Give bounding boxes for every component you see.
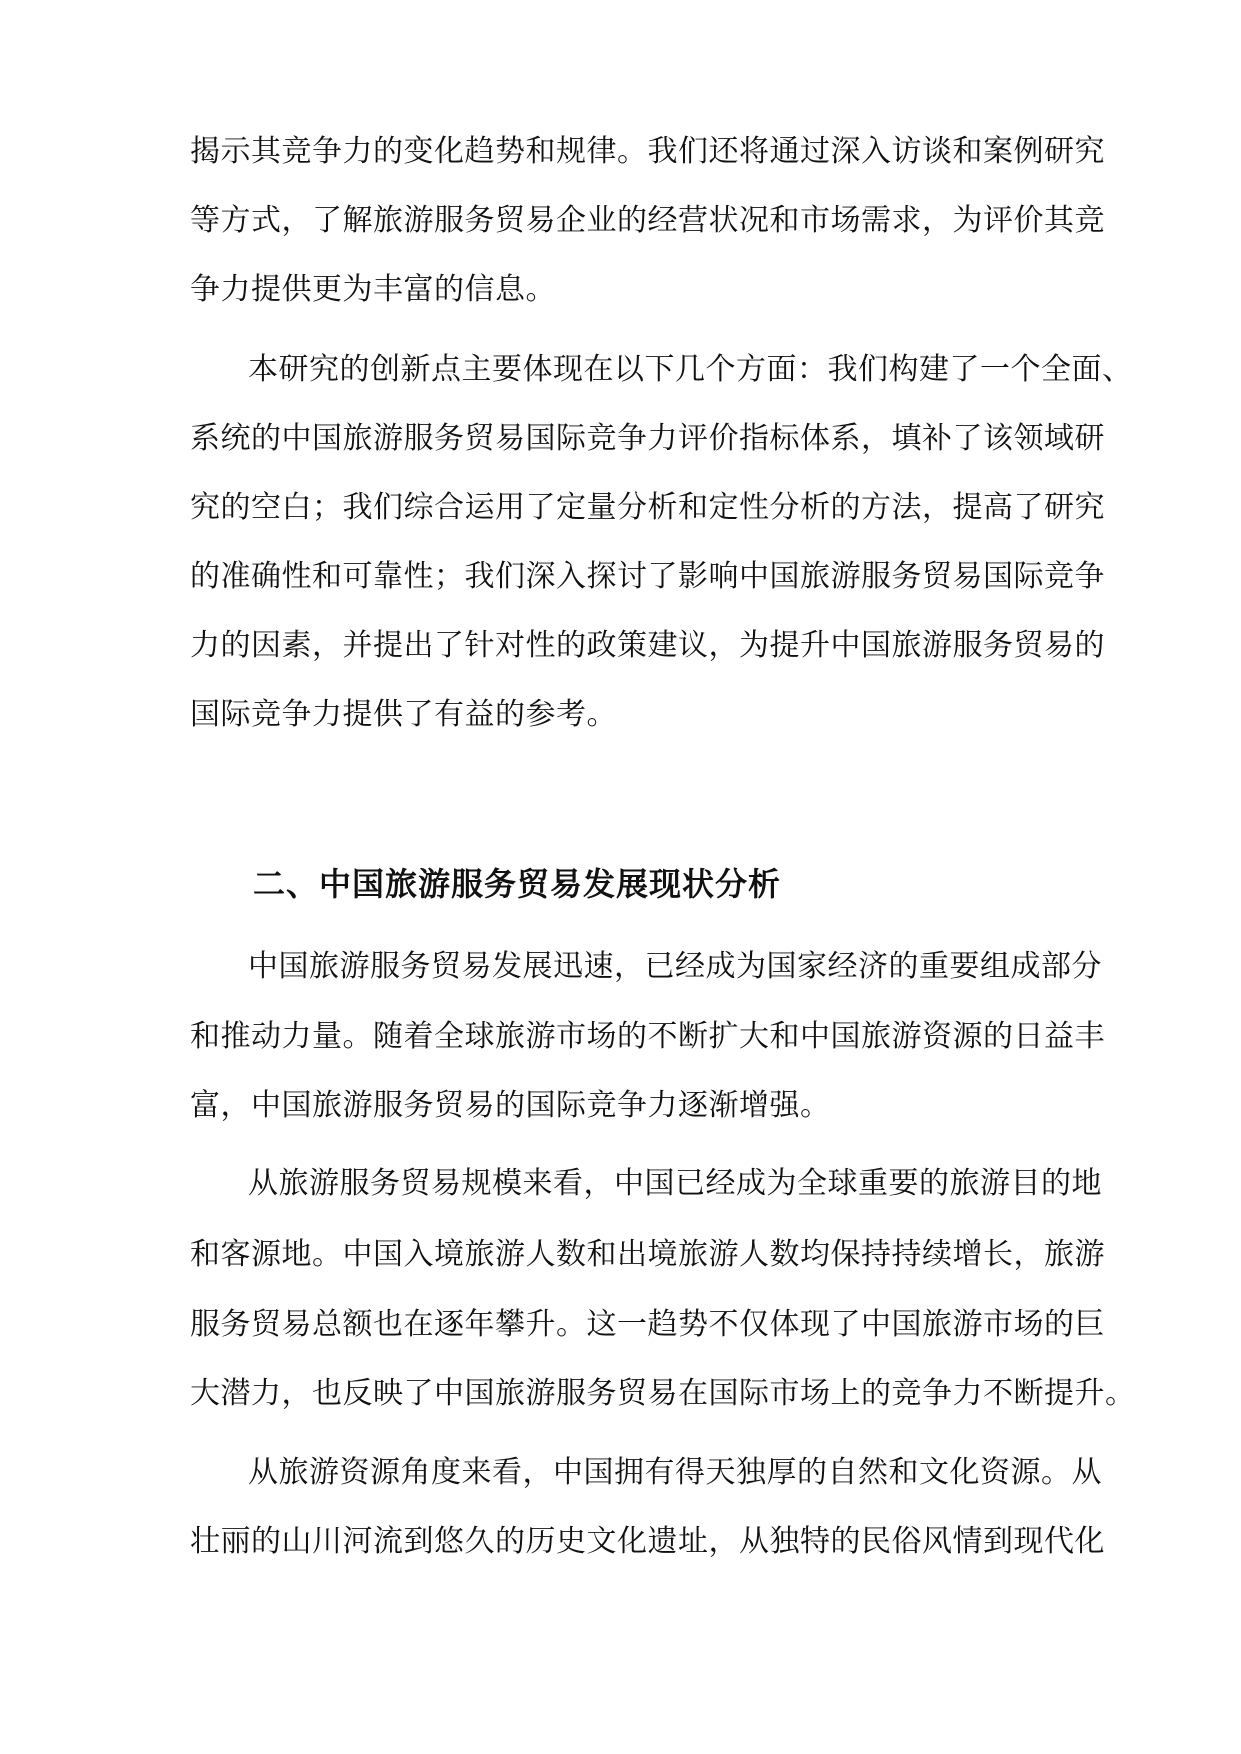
paragraph-line: 中国旅游服务贸易发展迅速，已经成为国家经济的重要组成部分 [248, 949, 1102, 984]
paragraph-line: 本研究的创新点主要体现在以下几个方面：我们构建了一个全面、 [248, 352, 1133, 387]
paragraph-line: 究的空白；我们综合运用了定量分析和定性分析的方法，提高了研究 [190, 490, 1105, 525]
paragraph-line: 和客源地。中国入境旅游人数和出境旅游人数均保持持续增长，旅游 [190, 1237, 1105, 1272]
paragraph-line: 争力提供更为丰富的信息。 [190, 272, 556, 307]
paragraph-line: 壮丽的山川河流到悠久的历史文化遗址，从独特的民俗风情到现代化 [190, 1524, 1105, 1559]
paragraph-line: 从旅游资源角度来看，中国拥有得天独厚的自然和文化资源。从 [248, 1455, 1102, 1490]
paragraph-line: 力的因素，并提出了针对性的政策建议，为提升中国旅游服务贸易的 [190, 628, 1105, 663]
section-heading: 二、中国旅游服务贸易发展现状分析 [253, 865, 782, 903]
paragraph-line: 和推动力量。随着全球旅游市场的不断扩大和中国旅游资源的日益丰 [190, 1019, 1105, 1054]
paragraph-line: 服务贸易总额也在逐年攀升。这一趋势不仅体现了中国旅游市场的巨 [190, 1307, 1105, 1342]
paragraph-line: 从旅游服务贸易规模来看，中国已经成为全球重要的旅游目的地 [248, 1166, 1102, 1201]
paragraph-line: 富，中国旅游服务贸易的国际竞争力逐渐增强。 [190, 1088, 831, 1123]
paragraph-line: 大潜力，也反映了中国旅游服务贸易在国际市场上的竞争力不断提升。 [190, 1376, 1136, 1411]
paragraph-line: 系统的中国旅游服务贸易国际竞争力评价指标体系，填补了该领域研 [190, 421, 1105, 456]
paragraph-line: 揭示其竞争力的变化趋势和规律。我们还将通过深入访谈和案例研究 [190, 134, 1105, 169]
paragraph-line: 的准确性和可靠性；我们深入探讨了影响中国旅游服务贸易国际竞争 [190, 559, 1105, 594]
paragraph-line: 等方式，了解旅游服务贸易企业的经营状况和市场需求，为评价其竞 [190, 203, 1105, 238]
paragraph-line: 国际竞争力提供了有益的参考。 [190, 697, 617, 732]
